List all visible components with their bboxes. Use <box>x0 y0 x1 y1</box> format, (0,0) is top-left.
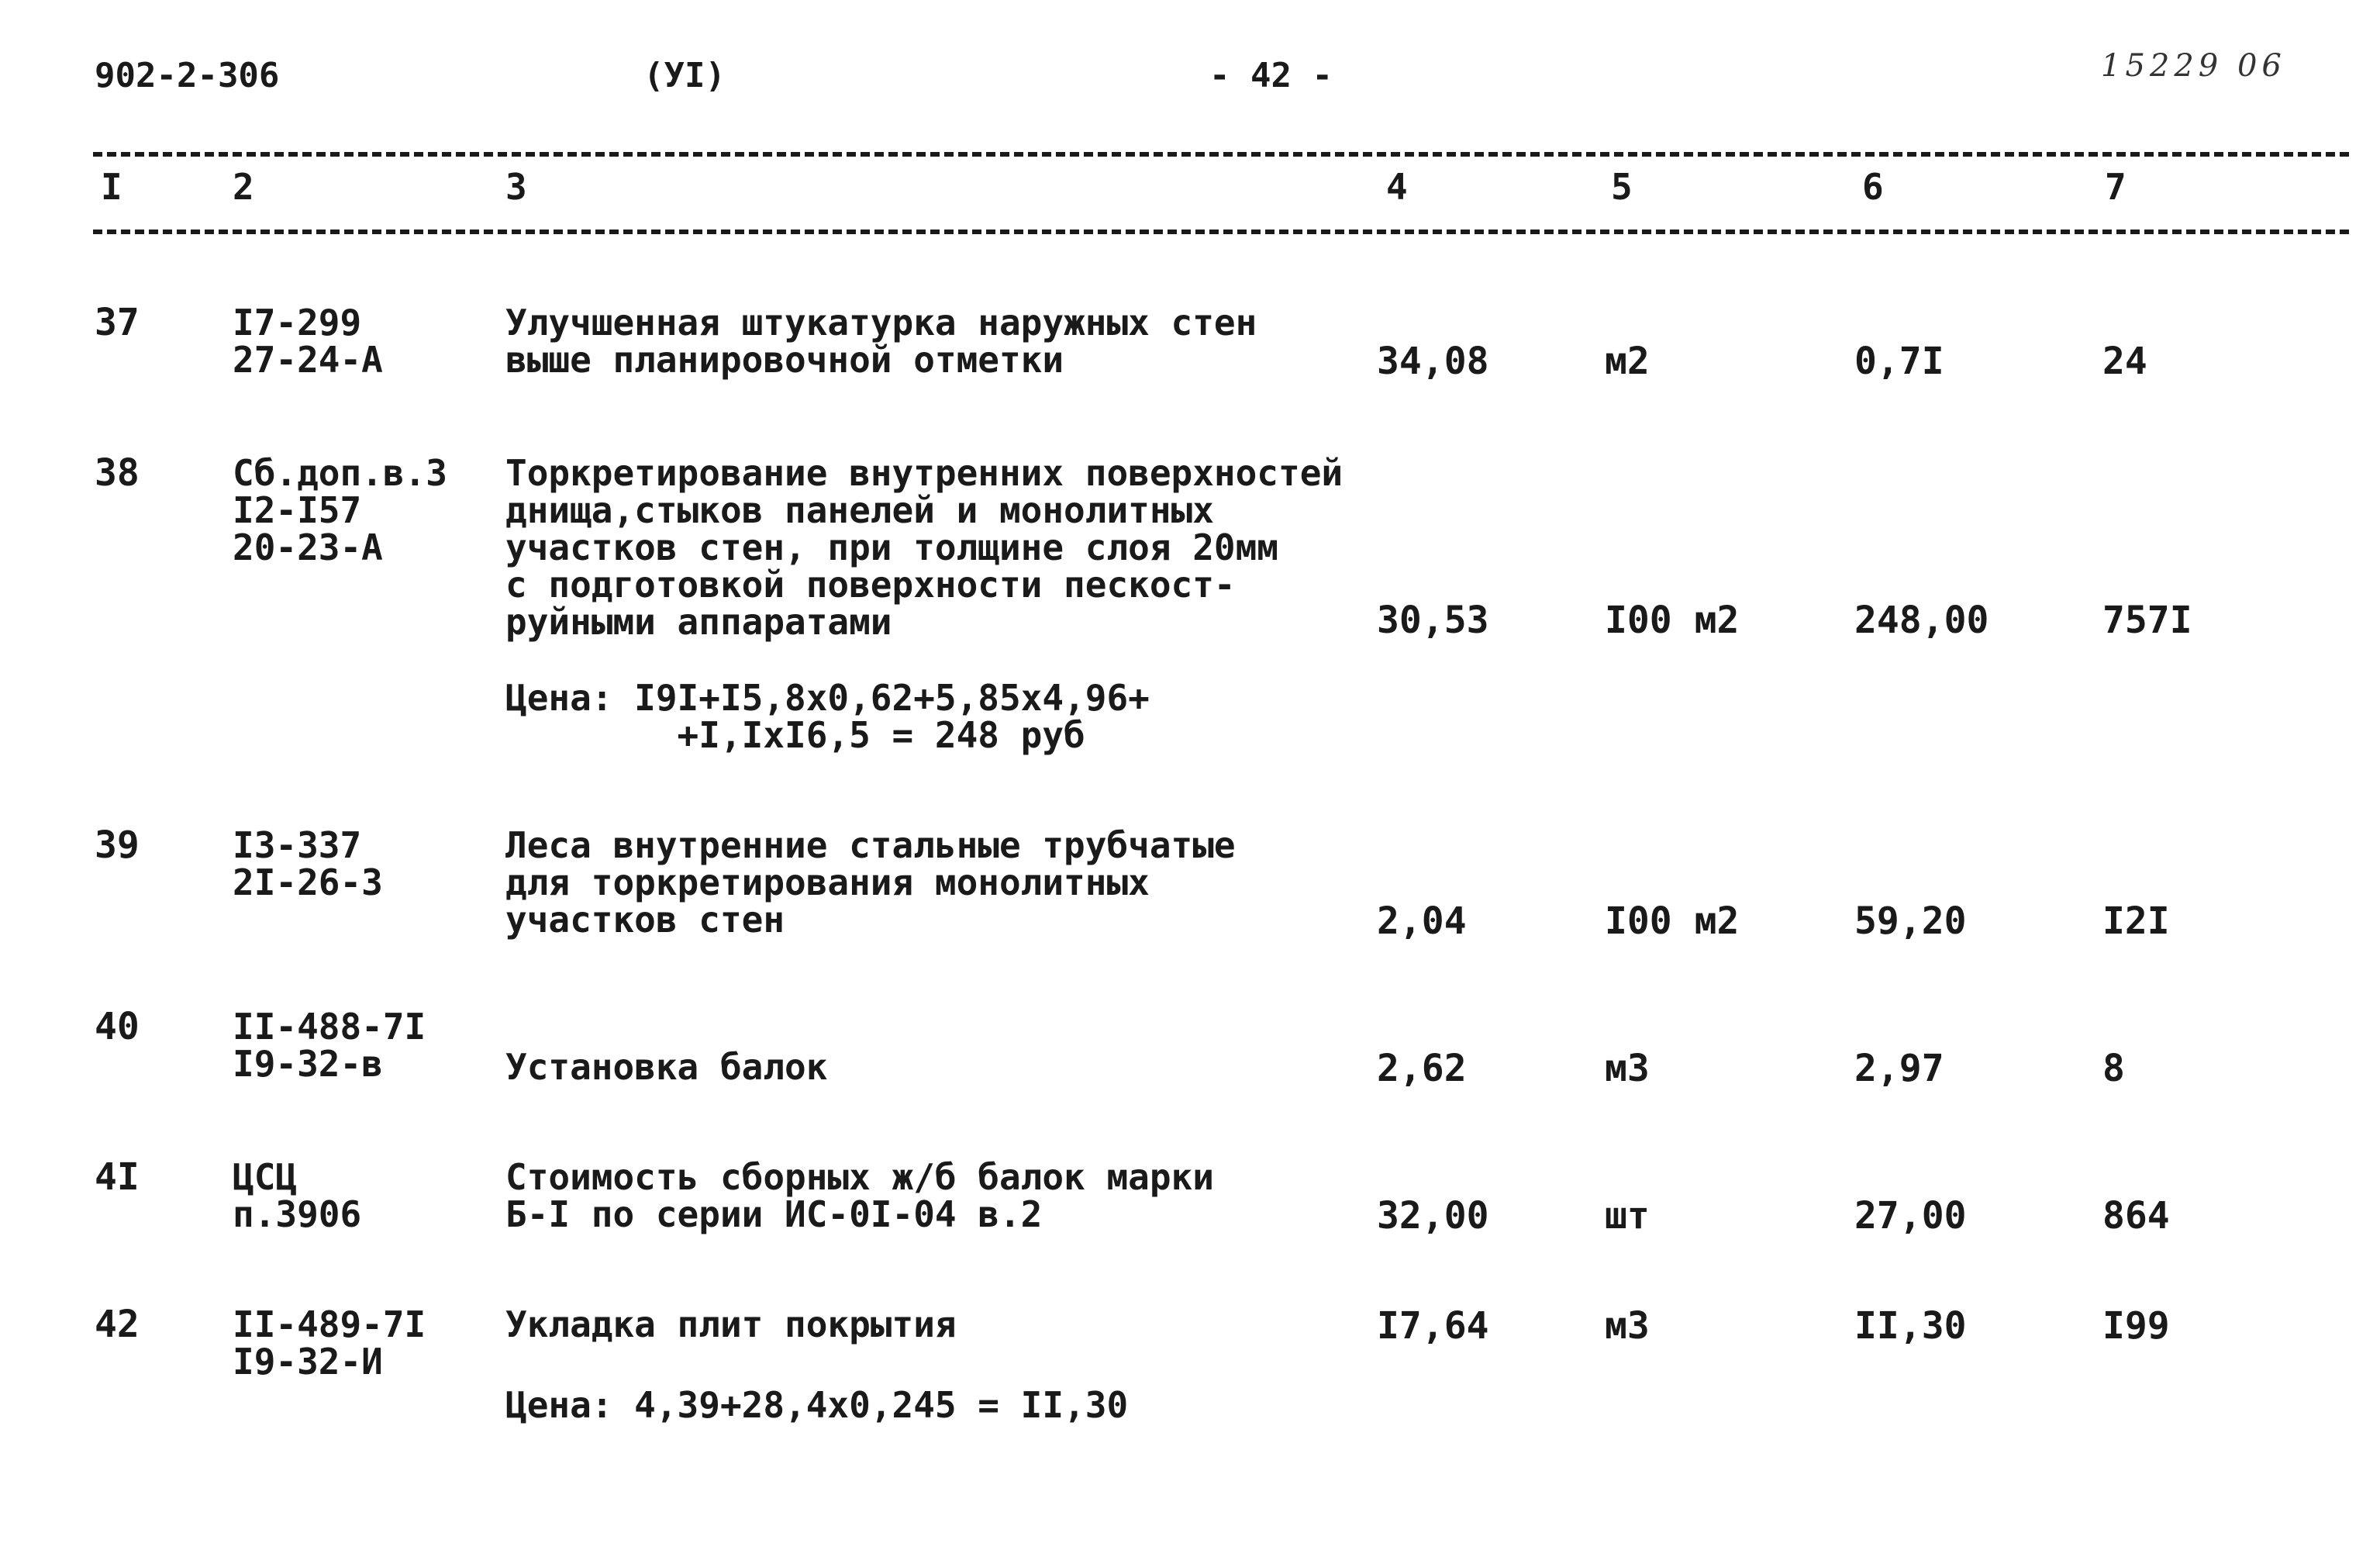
column-header-5: 5 <box>1611 166 1633 208</box>
row-quantity: 34,08 <box>1377 340 1489 383</box>
price-note: +I,IхI6,5 = 248 руб <box>505 714 1085 756</box>
row-description: руйными аппаратами <box>505 601 892 643</box>
row-code: I2-I57 <box>233 489 362 531</box>
row-code: 20-23-А <box>233 526 383 568</box>
row-description: участков стен, при толщине слоя 20мм <box>505 526 1278 568</box>
row-total: 864 <box>2102 1194 2170 1238</box>
row-code: I7-299 <box>233 302 362 344</box>
row-total: 757I <box>2102 599 2192 642</box>
column-header-4: 4 <box>1386 166 1408 208</box>
row-code: I9-32-в <box>233 1043 383 1085</box>
row-quantity: 30,53 <box>1377 599 1489 642</box>
header-top-rule <box>93 152 2349 157</box>
column-header-6: 6 <box>1862 166 1884 208</box>
header-bottom-rule <box>93 230 2349 234</box>
row-description: Улучшенная штукатурка наружных стен <box>505 302 1257 344</box>
row-price: 248,00 <box>1854 599 1989 642</box>
row-description: Установка балок <box>505 1046 828 1088</box>
row-price: II,30 <box>1854 1304 1967 1348</box>
row-unit: м2 <box>1605 340 1650 383</box>
price-note: Цена: I9I+I5,8х0,62+5,85х4,96+ <box>505 677 1150 719</box>
row-description: Укладка плит покрытия <box>505 1303 957 1345</box>
row-code: Сб.доп.в.3 <box>233 452 447 494</box>
section-number: (УI) <box>643 56 726 95</box>
row-description: выше планировочной отметки <box>505 339 1064 381</box>
row-unit: I00 м2 <box>1605 899 1740 943</box>
row-price: 27,00 <box>1854 1194 1967 1238</box>
row-price: 2,97 <box>1854 1047 1944 1090</box>
row-code: I9-32-И <box>233 1341 383 1383</box>
row-total: 24 <box>2102 340 2147 383</box>
price-note: Цена: 4,39+28,4х0,245 = II,30 <box>505 1384 1129 1426</box>
row-code: II-489-7I <box>233 1303 426 1345</box>
row-number: 42 <box>95 1303 140 1346</box>
row-unit: I00 м2 <box>1605 599 1740 642</box>
row-description: Стоимость сборных ж/б балок марки <box>505 1156 1214 1198</box>
handwritten-stamp: 15229 06 <box>2101 48 2286 84</box>
row-description: днища,стыков панелей и монолитных <box>505 489 1214 531</box>
row-total: I2I <box>2102 899 2170 943</box>
row-code: II-488-7I <box>233 1006 426 1048</box>
row-number: 38 <box>95 451 140 495</box>
row-description: Б-I по серии ИС-0I-04 в.2 <box>505 1193 1043 1235</box>
row-number: 40 <box>95 1005 140 1048</box>
row-description: участков стен <box>505 899 785 941</box>
column-header-3: 3 <box>505 166 527 208</box>
row-code: 2I-26-3 <box>233 861 383 903</box>
row-price: 0,7I <box>1854 340 1944 383</box>
row-code: п.3906 <box>233 1193 362 1235</box>
row-unit: м3 <box>1605 1304 1650 1348</box>
row-total: I99 <box>2102 1304 2170 1348</box>
row-quantity: 2,04 <box>1377 899 1467 943</box>
row-code: ЦСЦ <box>233 1156 298 1198</box>
column-header-2: 2 <box>233 166 254 208</box>
document-code: 902-2-306 <box>95 56 280 95</box>
row-unit: м3 <box>1605 1047 1650 1090</box>
row-code: 27-24-А <box>233 339 383 381</box>
row-number: 4I <box>95 1155 140 1199</box>
row-price: 59,20 <box>1854 899 1967 943</box>
row-unit: шт <box>1605 1194 1650 1238</box>
row-description: для торкретирования монолитных <box>505 861 1150 903</box>
row-description: с подготовкой поверхности пескост- <box>505 564 1236 606</box>
column-header-1: I <box>101 166 122 208</box>
row-number: 37 <box>95 301 140 344</box>
row-quantity: 2,62 <box>1377 1047 1467 1090</box>
row-total: 8 <box>2102 1047 2125 1090</box>
row-code: I3-337 <box>233 824 362 866</box>
row-description: Торкретирование внутренних поверхностей <box>505 452 1343 494</box>
row-description: Леса внутренние стальные трубчатые <box>505 824 1236 866</box>
column-header-7: 7 <box>2105 166 2126 208</box>
row-quantity: I7,64 <box>1377 1304 1489 1348</box>
row-number: 39 <box>95 823 140 867</box>
page-number: - 42 - <box>1209 56 1333 95</box>
row-quantity: 32,00 <box>1377 1194 1489 1238</box>
